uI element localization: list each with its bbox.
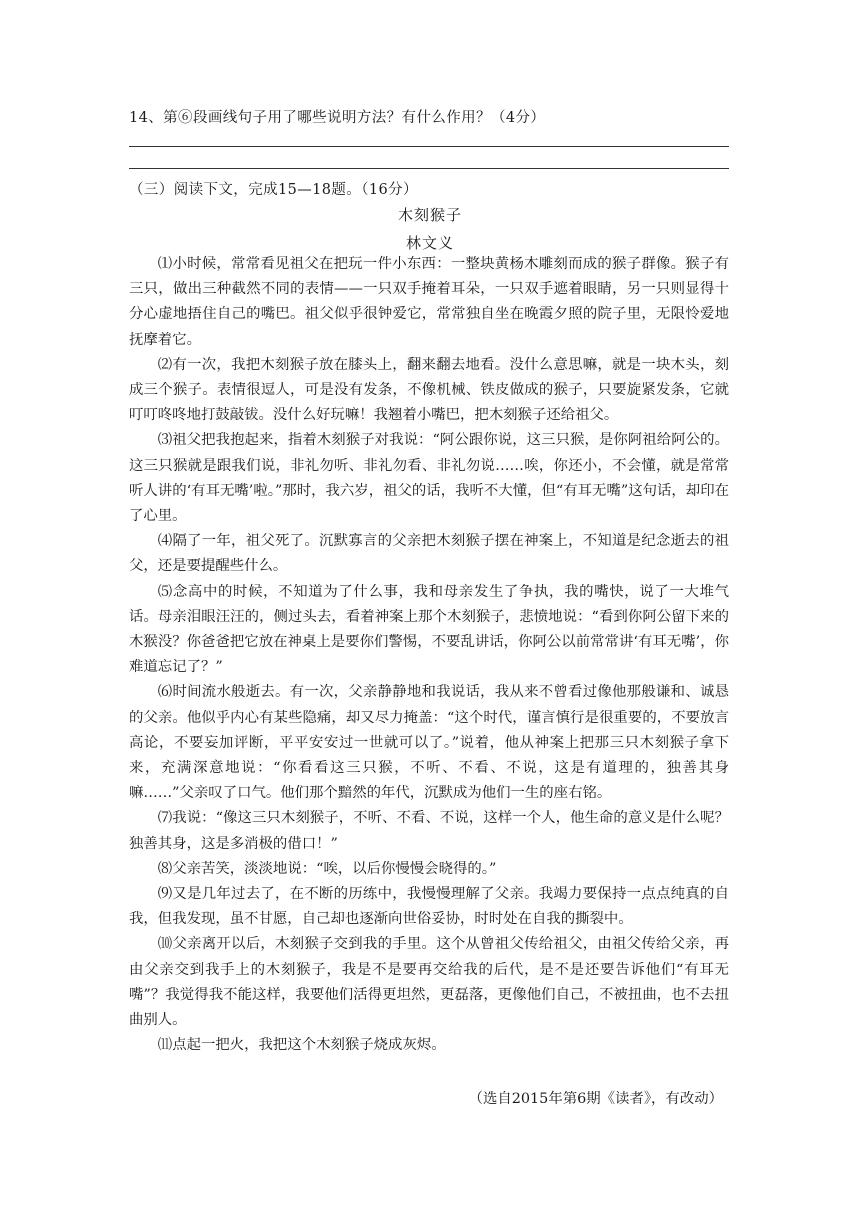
- paragraph-1: ⑴小时候，常常看见祖父在把玩一件小东西：一整块黄杨木雕刻而成的猴子群像。猴子有三只，做出三种截然不同的表情——一只双手掩着耳朵，一只双手遮着眼睛，另一只则显得十分心虚地捂住自己的嘴巴。祖父似乎很钟爱它，常常独自坐在晚霞夕照的院子里，无限怜爱地抚摩着它。: [129, 256, 729, 348]
- paragraph-10: ⑽父亲离开以后，木刻猴子交到我的手里。这个从曾祖父传给祖父，由祖父传给父亲，再由父亲交到我手上的木刻猴子，我是不是要再交给我的后代，是不是还要告诉他们“有耳无嘴”？我觉得我不能这样，我要他们活得更坦然，更磊落，更像他们自己，不被扭曲，也不去扭曲别人。: [129, 936, 729, 1029]
- paragraph-2: ⑵有一次，我把木刻猴子放在膝头上，翻来翻去地看。没什么意思嘛，就是一块木头，刻成三个猴子。表情很逗人，可是没有发条，不像机械、铁皮做成的猴子，只要旋紧发条，它就叮叮咚咚地打鼓敲钹。没什么好玩嘛！我翘着小嘴巴，把木刻猴子还给祖父。: [129, 356, 729, 424]
- article-body: [129, 252, 729, 1059]
- paragraph-5: ⑸念高中的时候，不知道为了什么事，我和母亲发生了争执，我的嘴快，说了一大堆气话。母亲泪眼汪汪的，侧过头去，看着神案上那个木刻猴子，悲愤地说：“看到你阿公留下来的木猴没？你爸爸把它放在神桌上是要你们警惕，不要乱讲话，你阿公以前常常讲‘有耳无嘴’，你难道忘记了？”: [129, 583, 729, 676]
- question-14: 14、第⑥段画线句子用了哪些说明方法？有什么作用？（4分）: [129, 110, 546, 126]
- article-author: 林文义: [405, 234, 454, 252]
- paragraph-9: ⑼又是几年过去了，在不断的历练中，我慢慢理解了父亲。我竭力要保持一点点纯真的自我，但我发现，虽不甘愿，自己却也逐渐向世俗妥协，时时处在自我的撕裂中。: [129, 886, 729, 928]
- paragraph-7: ⑺我说：“像这三只木刻猴子，不听、不看、不说，这样一个人，他生命的意义是什么呢？独善其身，这是多消极的借口！”: [129, 810, 729, 852]
- paragraph-3: ⑶祖父把我抱起来，指着木刻猴子对我说：“阿公跟你说，这三只猴，是你阿祖给阿公的。这三只猴就是跟我们说，非礼勿听、非礼勿看、非礼勿说……唉，你还小，不会懂，就是常常听人讲的‘有耳无嘴’啦。”那时，我六岁，祖父的话，我听不大懂，但“有耳无嘴”这句话，却印在了心里。: [129, 432, 729, 525]
- paragraph-6: ⑹时间流水般逝去。有一次，父亲静静地和我说话，我从来不曾看过像他那般谦和、诚恳的父亲。他似乎内心有某些隐痛，却又尽力掩盖：“这个时代，谨言慎行是很重要的，不要放言高论，不要妄加评断，平平安安过一世就可以了。”说着，他从神案上把那三只木刻猴子拿下来，充满深意地说：“你看看这三只猴，不听、不看、不说，这是有道理的，独善其身嘛……”父亲叹了口气。他们那个黯然的年代，沉默成为他们一生的座右铭。: [129, 684, 729, 802]
- paragraph-11: ⑾点起一把火，我把这个木刻猴子烧成灰烬。: [157, 1037, 446, 1054]
- answer-line[interactable]: [129, 168, 729, 169]
- article-source: （选自2015年第6期《读者》，有改动）: [468, 1091, 723, 1107]
- answer-line[interactable]: [129, 146, 729, 147]
- paragraph-4: ⑷隔了一年，祖父死了。沉默寡言的父亲把木刻猴子摆在神案上，不知道是纪念逝去的祖父，还是要提醒些什么。: [129, 533, 729, 575]
- article-title: 木刻猴子: [397, 206, 462, 224]
- paragraph-8: ⑻父亲苦笑，淡淡地说：“唉，以后你慢慢会晓得的。”: [157, 860, 497, 877]
- section-header: （三）阅读下文，完成15—18题。（16分）: [129, 182, 418, 198]
